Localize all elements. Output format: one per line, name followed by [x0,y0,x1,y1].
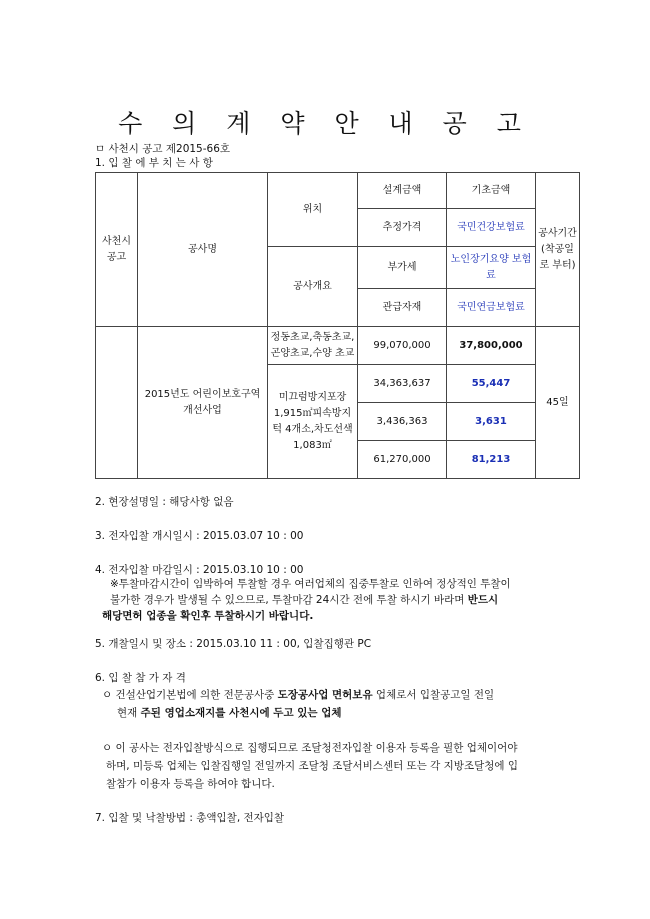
base-amount-3: 3,631 [447,403,536,441]
design-amount-3: 3,436,363 [358,403,447,441]
section6-para1-a: ㅇ 건설산업기본법에 의한 전문공사중 [102,689,278,701]
header-overview: 공사개요 [268,247,358,327]
section4-note-line1: ※투찰마감시간이 임박하여 투찰할 경우 여러업체의 집중투찰로 인하여 정상적인 투찰이 [110,578,511,590]
header-project-name: 공사명 [138,173,268,327]
header-care-insurance: 노인장기요양 보험료 [447,247,536,289]
section6-para1-line2 [117,705,341,722]
section6-para2-line2: 하며, 미등록 업체는 입찰집행일 전일까지 조달청 조달서비스센터 또는 각 지방조달청에 입 [106,760,519,772]
section4-note-line3: 해당면허 업종을 확인후 투찰하시기 바랍니다. [102,610,314,622]
section4-note-line2-text: 불가한 경우가 발생될 수 있으므로, 투찰마감 24시간 전에 투찰 하시기 바라며 [110,594,468,606]
design-amount-1: 99,070,000 [358,327,447,365]
base-amount-2: 55,447 [447,365,536,403]
header-period: 공사기간 (착공일로 부터) [536,173,580,327]
section2: 2. 현장설명일 : 해당사항 없음 [95,496,234,508]
section1-heading: 1. 입 찰 에 부 치 는 사 항 [95,157,213,169]
section6-para2-line1: ㅇ 이 공사는 전자입찰방식으로 집행되므로 조달청전자입찰 이용자 등록을 필한 업체이어야 [102,742,518,754]
bid-table [95,172,580,479]
header-base-amount: 기초금액 [447,173,536,209]
design-amount-2: 34,363,637 [358,365,447,403]
section6-para1-c: 업체로서 입찰공고일 전일 [372,689,495,701]
section6-heading: 6. 입 찰 참 가 자 격 [95,672,186,684]
location-schools: 정동초교,축동초교,곤양초교,수양 초교 [268,327,358,365]
header-estimated-price: 추정가격 [358,209,447,247]
base-amount-4: 81,213 [447,441,536,479]
header-supplied-material: 관급자재 [358,289,447,327]
section5: 5. 개찰일시 및 장소 : 2015.03.10 11 : 00, 입찰집행관 PC [95,638,372,650]
agency-cell [96,327,138,479]
notice-number: ㅁ 사천시 공고 제2015-66호 [95,143,231,155]
section6-para1-line1 [102,687,494,704]
project-title: 2015년도 어린이보호구역 개선사업 [138,327,268,479]
base-amount-1: 37,800,000 [447,327,536,365]
header-vat: 부가세 [358,247,447,289]
section4-note-line2 [110,592,498,609]
section3: 3. 전자입찰 개시일시 : 2015.03.07 10 : 00 [95,530,304,542]
section4: 4. 전자입찰 마감일시 : 2015.03.10 10 : 00 [95,564,304,576]
header-health-insurance: 국민건강보험료 [447,209,536,247]
section6-location-requirement: 주된 영업소재지를 사천시에 두고 있는 업체 [140,707,342,719]
section7: 7. 입찰 및 낙찰방법 : 총액입찰, 전자입찰 [95,812,285,824]
section6-para1-d: 현재 [117,707,141,719]
period-value: 45일 [536,327,580,479]
section6-para2-line3: 찰참가 이용자 등록을 하여야 합니다. [106,778,275,790]
section6-license: 도장공사업 면허보유 [277,689,373,701]
header-location: 위치 [268,173,358,247]
design-amount-4: 61,270,000 [358,441,447,479]
header-design-amount: 설계금액 [358,173,447,209]
header-pension: 국민연금보험료 [447,289,536,327]
section4-note-emphasis: 반드시 [467,594,499,606]
page-title: 수 의 계 약 안 내 공 고 [118,109,532,138]
header-agency: 사천시 공고 [96,173,138,327]
overview-details: 미끄럼방지포장 1,915㎡피속방지턱 4개소,차도선색 1,083㎡ [268,365,358,479]
